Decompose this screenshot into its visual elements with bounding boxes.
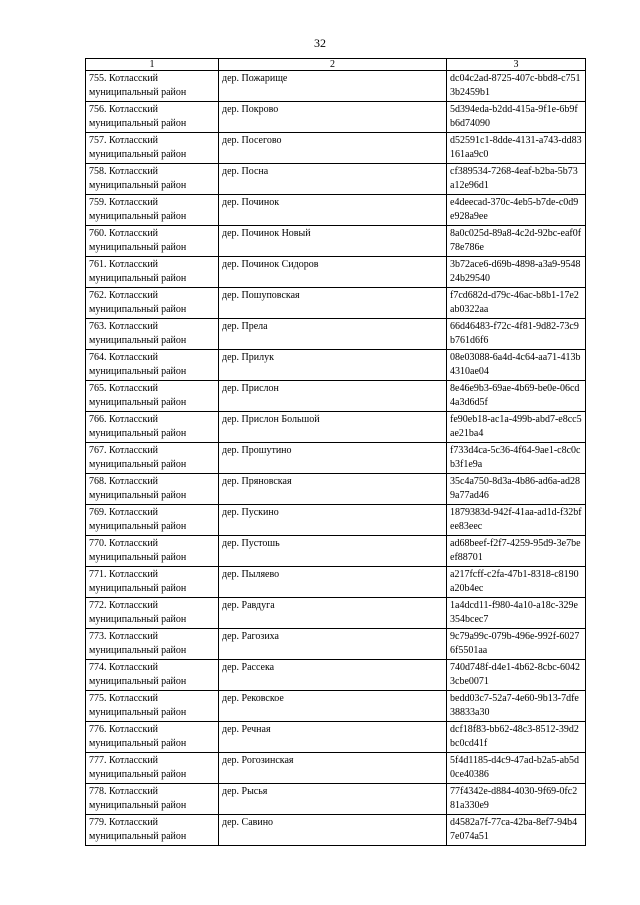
settlement-cell-text: дер. Рогозинская [222,755,294,766]
table-row [86,474,586,505]
guid-cell [447,71,586,102]
settlement-cell [219,288,447,319]
district-cell [86,474,219,505]
guid-cell [447,350,586,381]
table-row [86,660,586,691]
settlement-cell [219,474,447,505]
guid-cell [447,691,586,722]
guid-cell-text: fe90eb18-ac1a-499b-abd7-e8cc5ae21ba4 [450,414,582,439]
district-cell [86,691,219,722]
guid-cell [447,257,586,288]
district-cell-text: 772. Котласский муниципальный район [89,600,187,625]
guid-cell-text: d52591c1-8dde-4131-a743-dd83161aa9c0 [450,135,582,160]
district-cell [86,412,219,443]
district-cell [86,660,219,691]
table-row [86,536,586,567]
guid-cell-text: 8a0c025d-89a8-4c2d-92bc-eaf0f78e786e [450,228,582,253]
settlement-cell [219,691,447,722]
district-cell-text: 771. Котласский муниципальный район [89,569,187,594]
district-cell-text: 761. Котласский муниципальный район [89,259,187,284]
table-row [86,753,586,784]
settlement-cell-text: дер. Прошутино [222,445,292,456]
header-row [86,59,586,71]
settlement-cell-text: дер. Пожарище [222,73,288,84]
settlement-cell [219,350,447,381]
table-row [86,319,586,350]
settlement-cell [219,133,447,164]
table-row [86,691,586,722]
settlement-cell-text: дер. Пустошь [222,538,280,549]
district-cell [86,102,219,133]
column-header-2: 2 [219,59,447,71]
district-cell-text: 774. Котласский муниципальный район [89,662,187,687]
guid-cell-text: 35c4a750-8d3a-4b86-ad6a-ad289a77ad46 [450,476,580,501]
table-row [86,288,586,319]
guid-cell-text: 8e46e9b3-69ae-4b69-be0e-06cd4a3d6d5f [450,383,580,408]
settlement-cell-text: дер. Посегово [222,135,282,146]
table-row [86,195,586,226]
column-header-3: 3 [447,59,586,71]
district-cell [86,722,219,753]
settlement-cell-text: дер. Прислон Большой [222,414,320,425]
guid-cell [447,815,586,846]
district-cell-text: 779. Котласский муниципальный район [89,817,187,842]
guid-cell [447,226,586,257]
district-cell-text: 770. Котласский муниципальный район [89,538,187,563]
guid-cell-text: ad68beef-f2f7-4259-95d9-3e7beef88701 [450,538,581,563]
settlement-cell-text: дер. Посна [222,166,269,177]
guid-cell-text: 9c79a99c-079b-496e-992f-60276f5501aa [450,631,580,656]
table-body [86,71,586,846]
settlement-cell-text: дер. Пыляево [222,569,280,580]
settlement-cell-text: дер. Рассека [222,662,275,673]
guid-cell-text: 08e03088-6a4d-4c64-aa71-413b4310ae04 [450,352,581,377]
guid-cell [447,319,586,350]
settlement-cell-text: дер. Пряновская [222,476,292,487]
table-row [86,71,586,102]
district-cell [86,226,219,257]
district-cell [86,784,219,815]
settlement-cell-text: дер. Починок [222,197,280,208]
district-cell-text: 763. Котласский муниципальный район [89,321,187,346]
district-cell [86,164,219,195]
district-cell-text: 759. Котласский муниципальный район [89,197,187,222]
guid-cell-text: 77f4342e-d884-4030-9f69-0fc281a330e9 [450,786,578,811]
district-cell [86,443,219,474]
district-cell [86,288,219,319]
settlement-cell-text: дер. Прела [222,321,268,332]
district-cell [86,815,219,846]
settlement-cell-text: дер. Пошуповская [222,290,300,301]
table-row [86,381,586,412]
district-cell-text: 769. Котласский муниципальный район [89,507,187,532]
table-row [86,598,586,629]
district-cell-text: 765. Котласский муниципальный район [89,383,187,408]
district-cell [86,71,219,102]
guid-cell-text: e4deecad-370c-4eb5-b7de-c0d9e928a9ee [450,197,579,222]
settlement-cell [219,257,447,288]
settlement-cell-text: дер. Савино [222,817,274,828]
guid-cell-text: 66d46483-f72c-4f81-9d82-73c9b761d6f6 [450,321,579,346]
settlement-cell [219,226,447,257]
guid-cell [447,722,586,753]
table-row [86,226,586,257]
district-cell [86,753,219,784]
district-cell-text: 766. Котласский муниципальный район [89,414,187,439]
settlement-cell-text: дер. Равдуга [222,600,275,611]
table-row [86,567,586,598]
guid-cell [447,505,586,536]
settlement-cell [219,598,447,629]
settlement-cell-text: дер. Рагозиха [222,631,279,642]
settlement-cell [219,629,447,660]
guid-cell-text: 740d748f-d4e1-4b62-8cbc-60423cbe0071 [450,662,580,687]
table-header [86,59,586,71]
district-cell-text: 768. Котласский муниципальный район [89,476,187,501]
guid-cell [447,598,586,629]
guid-cell-text: 5d394eda-b2dd-415a-9f1e-6b9fb6d74090 [450,104,578,129]
registry-table [85,58,586,846]
guid-cell [447,629,586,660]
settlement-cell [219,443,447,474]
district-cell [86,133,219,164]
guid-cell-text: bedd03c7-52a7-4e60-9b13-7dfe38833a30 [450,693,579,718]
settlement-cell [219,71,447,102]
district-cell [86,505,219,536]
guid-cell-text: 1879383d-942f-41aa-ad1d-f32bfee83eec [450,507,582,532]
district-cell-text: 758. Котласский муниципальный район [89,166,187,191]
guid-cell-text: 1a4dcd11-f980-4a10-a18c-329e354bcec7 [450,600,578,625]
settlement-cell-text: дер. Починок Сидоров [222,259,319,270]
settlement-cell [219,102,447,133]
guid-cell-text: 3b72ace6-d69b-4898-a3a9-954824b29540 [450,259,581,284]
guid-cell [447,753,586,784]
district-cell-text: 755. Котласский муниципальный район [89,73,187,98]
settlement-cell [219,536,447,567]
table-row [86,257,586,288]
guid-cell [447,381,586,412]
table-row [86,164,586,195]
district-cell [86,381,219,412]
district-cell [86,598,219,629]
guid-cell [447,164,586,195]
district-cell-text: 776. Котласский муниципальный район [89,724,187,749]
guid-cell [447,288,586,319]
guid-cell-text: d4582a7f-77ca-42ba-8ef7-94b47e074a51 [450,817,578,842]
table-row [86,722,586,753]
guid-cell-text: dc04c2ad-8725-407c-bbd8-c7513b2459b1 [450,73,581,98]
district-cell-text: 760. Котласский муниципальный район [89,228,187,253]
settlement-cell-text: дер. Речная [222,724,271,735]
guid-cell [447,567,586,598]
district-cell-text: 775. Котласский муниципальный район [89,693,187,718]
guid-cell-text: 5f4d1185-d4c9-47ad-b2a5-ab5d0ce40386 [450,755,580,780]
settlement-cell [219,753,447,784]
table-row [86,443,586,474]
guid-cell [447,474,586,505]
settlement-cell [219,567,447,598]
guid-cell-text: f7cd682d-d79c-46ac-b8b1-17e2ab0322aa [450,290,579,315]
settlement-cell [219,660,447,691]
district-cell [86,567,219,598]
table-row [86,505,586,536]
table-row [86,102,586,133]
table-row [86,412,586,443]
settlement-cell [219,164,447,195]
settlement-cell [219,381,447,412]
district-cell [86,350,219,381]
district-cell [86,257,219,288]
settlement-cell [219,722,447,753]
guid-cell [447,660,586,691]
guid-cell [447,443,586,474]
settlement-cell-text: дер. Пускино [222,507,279,518]
settlement-cell [219,412,447,443]
table-row [86,815,586,846]
guid-cell-text: dcf18f83-bb62-48c3-8512-39d2bc0cd41f [450,724,579,749]
settlement-cell-text: дер. Починок Новый [222,228,311,239]
settlement-cell [219,784,447,815]
settlement-cell-text: дер. Прислон [222,383,279,394]
guid-cell [447,195,586,226]
settlement-cell [219,505,447,536]
guid-cell [447,133,586,164]
settlement-cell-text: дер. Прилук [222,352,274,363]
settlement-cell [219,195,447,226]
district-cell-text: 773. Котласский муниципальный район [89,631,187,656]
district-cell-text: 764. Котласский муниципальный район [89,352,187,377]
column-header-1: 1 [86,59,219,71]
table-row [86,629,586,660]
district-cell-text: 767. Котласский муниципальный район [89,445,187,470]
settlement-cell-text: дер. Рысья [222,786,268,797]
guid-cell-text: a217fcff-c2fa-47b1-8318-c8190a20b4ec [450,569,579,594]
settlement-cell [219,815,447,846]
guid-cell [447,412,586,443]
page-number: 32 [314,36,326,50]
district-cell [86,195,219,226]
guid-cell [447,536,586,567]
table-row [86,784,586,815]
settlement-cell-text: дер. Рековское [222,693,284,704]
district-cell [86,536,219,567]
guid-cell-text: cf389534-7268-4eaf-b2ba-5b73a12e96d1 [450,166,578,191]
district-cell-text: 757. Котласский муниципальный район [89,135,187,160]
guid-cell [447,102,586,133]
guid-cell-text: f733d4ca-5c36-4f64-9ae1-c8c0cb3f1e9a [450,445,581,470]
district-cell [86,629,219,660]
district-cell-text: 756. Котласский муниципальный район [89,104,187,129]
table-row [86,350,586,381]
district-cell-text: 778. Котласский муниципальный район [89,786,187,811]
district-cell-text: 762. Котласский муниципальный район [89,290,187,315]
district-cell [86,319,219,350]
settlement-cell [219,319,447,350]
settlement-cell-text: дер. Покрово [222,104,279,115]
table-row [86,133,586,164]
guid-cell [447,784,586,815]
district-cell-text: 777. Котласский муниципальный район [89,755,187,780]
